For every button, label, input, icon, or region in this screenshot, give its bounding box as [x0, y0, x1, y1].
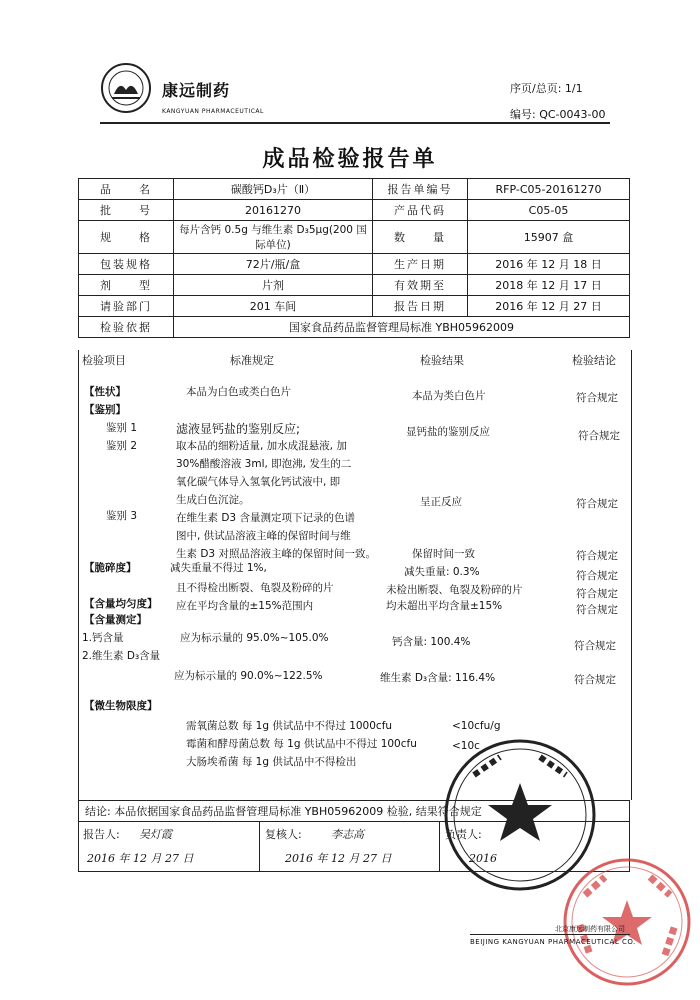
- header-divider: [100, 122, 610, 124]
- row-standard: 生素 D3 对照品溶液主峰的保留时间一致。: [176, 548, 376, 560]
- batch-label: 批 号: [79, 200, 174, 221]
- product-name: 碳酸钙D₃片（Ⅱ）: [174, 179, 373, 200]
- row-conclusion: 符合规定: [576, 588, 618, 600]
- row-standard: 减失重量不得过 1%,: [170, 562, 267, 574]
- row-standard: 30%醋酸溶液 3ml, 即泡沸, 发生的二: [176, 458, 352, 470]
- product-code-label: 产品代码: [373, 200, 468, 221]
- reporter-date: 2016 年 12 月 27 日: [87, 852, 194, 865]
- row-conclusion: 符合规定: [574, 674, 616, 686]
- row-standard: 滤液显钙盐的鉴别反应;: [176, 422, 301, 436]
- row-result: <10c: [452, 740, 480, 752]
- row-conclusion: 符合规定: [578, 430, 620, 442]
- row-standard: 应在平均含量的±15%范围内: [176, 600, 314, 612]
- row-standard: 氧化碳气体导入氢氧化钙试液中, 即: [176, 476, 341, 488]
- report-date-label: 报告日期: [373, 296, 468, 317]
- principal-date: 2016: [469, 852, 497, 865]
- row-conclusion: 符合规定: [576, 604, 618, 616]
- package-label: 包装规格: [79, 254, 174, 275]
- conclusion-text: 结论: 本品依据国家食品药品监督管理局标准 YBH05962009 检验, 结果符合规定: [78, 800, 630, 822]
- footer-company: 北京康远制药有限公司: [555, 925, 625, 933]
- principal-label: 负责人:: [445, 828, 482, 841]
- company-logo: [100, 62, 152, 114]
- row-item: 【脆碎度】: [84, 562, 137, 574]
- document-code: 编号: QC-0043-00: [510, 108, 606, 121]
- department: 201 车间: [174, 296, 373, 317]
- row-standard: 图中, 供试品溶液主峰的保留时间与维: [176, 530, 351, 542]
- report-date: 2016 年 12 月 27 日: [468, 296, 630, 317]
- column-item: 检验项目: [82, 354, 126, 367]
- row-standard: 本品为白色或类白色片: [186, 386, 291, 398]
- quantity: 15907 盒: [468, 221, 630, 254]
- report-no-label: 报告单编号: [373, 179, 468, 200]
- report-no: RFP-C05-20161270: [468, 179, 630, 200]
- test-basis: 国家食品药品监督管理局标准 YBH05962009: [174, 317, 630, 338]
- row-result: 维生素 D₃含量: 116.4%: [380, 672, 496, 684]
- row-item: 【鉴别】: [84, 404, 126, 416]
- row-item: 【含量测定】: [84, 614, 147, 626]
- footer-divider: [470, 934, 630, 935]
- row-item: 鉴别 3: [106, 510, 138, 522]
- column-result: 检验结果: [420, 354, 464, 367]
- row-conclusion: 符合规定: [576, 550, 618, 562]
- row-standard: 且不得检出断裂、龟裂及粉碎的片: [176, 582, 334, 594]
- basis-label: 检验依据: [79, 317, 174, 338]
- dept-label: 请验部门: [79, 296, 174, 317]
- quantity-label: 数 量: [373, 221, 468, 254]
- reporter-label: 报告人:: [83, 828, 120, 841]
- form-label: 剂 型: [79, 275, 174, 296]
- company-name-en: KANGYUAN PHARMACEUTICAL: [162, 108, 264, 115]
- dosage-form: 片剂: [174, 275, 373, 296]
- company-name: 康远制药: [162, 81, 231, 100]
- batch-number: 20161270: [174, 200, 373, 221]
- row-result: 显钙盐的鉴别反应: [406, 426, 490, 438]
- expiry-label: 有效期至: [373, 275, 468, 296]
- row-item: 【微生物限度】: [84, 700, 158, 712]
- row-item: 2.维生素 D₃含量: [82, 650, 161, 662]
- row-item: 【性状】: [84, 386, 126, 398]
- row-item: 鉴别 2: [106, 440, 138, 452]
- product-info-table: [78, 178, 630, 338]
- row-item: 鉴别 1: [106, 422, 138, 434]
- row-item: 【含量均匀度】: [84, 598, 158, 610]
- reviewer-signature: 李志高: [331, 828, 364, 841]
- row-standard: 大肠埃希菌 每 1g 供试品中不得检出: [186, 756, 357, 768]
- row-conclusion: 符合规定: [576, 392, 618, 404]
- spec-label: 规 格: [79, 221, 174, 254]
- row-standard: 应为标示量的 90.0%~122.5%: [174, 670, 323, 682]
- row-standard: 生成白色沉淀。: [176, 494, 250, 506]
- row-conclusion: 符合规定: [576, 570, 618, 582]
- row-standard: 应为标示量的 95.0%~105.0%: [180, 632, 329, 644]
- column-standard: 标准规定: [230, 354, 274, 367]
- row-standard: 取本品的细粉适量, 加水成混悬液, 加: [176, 440, 347, 452]
- row-conclusion: 符合规定: [574, 640, 616, 652]
- column-conclusion: 检验结论: [572, 354, 616, 367]
- row-result: 呈正反应: [420, 496, 462, 508]
- row-result: <10cfu/g: [452, 720, 501, 732]
- row-result: 保留时间一致: [412, 548, 475, 560]
- page-number: 序页/总页: 1/1: [510, 82, 583, 95]
- quality-stamp: [560, 855, 695, 990]
- report-title: 成品检验报告单: [262, 147, 438, 172]
- reviewer-date: 2016 年 12 月 27 日: [285, 852, 392, 865]
- row-standard: 在维生素 D3 含量测定项下记录的色谱: [176, 512, 355, 524]
- expiry-date: 2018 年 12 月 17 日: [468, 275, 630, 296]
- row-result: 减失重量: 0.3%: [404, 566, 480, 578]
- specification: 每片含钙 0.5g 与维生素 D₃5μg(200 国际单位): [174, 221, 373, 254]
- row-result: 本品为类白色片: [412, 390, 486, 402]
- row-conclusion: 符合规定: [576, 498, 618, 510]
- product-name-label: 品 名: [79, 179, 174, 200]
- row-item: 1.钙含量: [82, 632, 124, 644]
- row-result: 钙含量: 100.4%: [392, 636, 471, 648]
- row-result: 均未超出平均含量±15%: [386, 600, 503, 612]
- prod-date-label: 生产日期: [373, 254, 468, 275]
- footer-company-en: BEIJING KANGYUAN PHARMACEUTICAL CO.: [470, 938, 636, 946]
- product-code: C05-05: [468, 200, 630, 221]
- row-result: 未检出断裂、龟裂及粉碎的片: [386, 584, 523, 596]
- reporter-signature: 吴灯霞: [139, 828, 172, 841]
- row-standard: 霉菌和酵母菌总数 每 1g 供试品中不得过 100cfu: [186, 738, 417, 750]
- production-date: 2016 年 12 月 18 日: [468, 254, 630, 275]
- reviewer-label: 复核人:: [265, 828, 302, 841]
- signature-divider: [259, 822, 260, 872]
- row-standard: 需氧菌总数 每 1g 供试品中不得过 1000cfu: [186, 720, 393, 732]
- package-spec: 72片/瓶/盒: [174, 254, 373, 275]
